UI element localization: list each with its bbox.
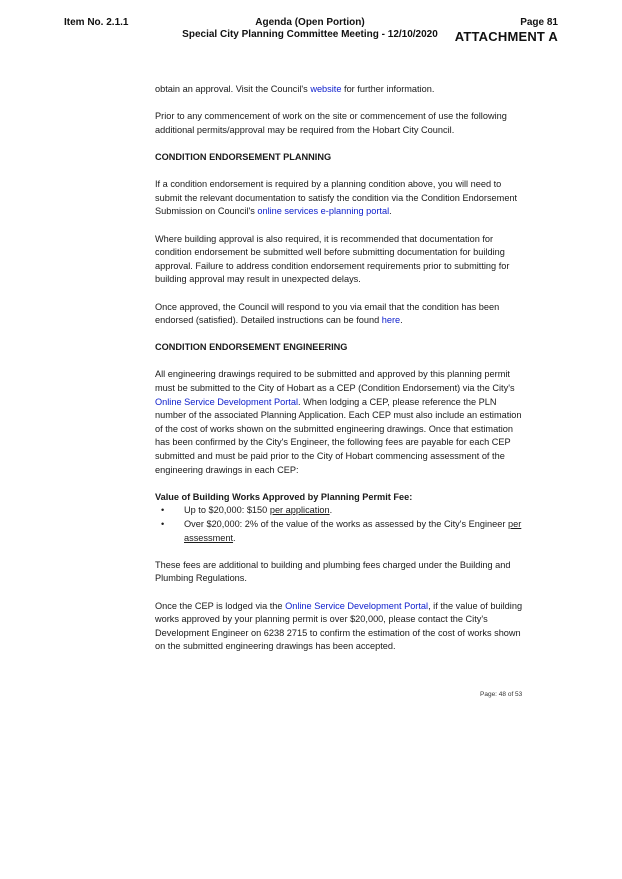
text: Up to $20,000: $150	[184, 505, 270, 516]
text: .	[329, 505, 333, 516]
paragraph: Prior to any commencement of work on the site or commencement of use the following additional permits/approval may be required from the Hobart City Council.	[155, 111, 507, 135]
text: Once approved, the Council will respond to you via email that the condition has been endorsed (satisfied). Detailed instructions can be found	[155, 301, 500, 326]
text: All engineering drawings required to be submitted and approved by this planning permit must be submitted to the City of Hobart as a CEP (Condition Endorsement) via the City's	[155, 369, 515, 394]
text: .	[233, 532, 236, 543]
underlined-text: per assessment	[184, 519, 522, 543]
meeting-title: Special City Planning Committee Meeting - 12/10/2020	[182, 29, 438, 40]
attachment-label: ATTACHMENT A	[454, 29, 558, 44]
paragraph	[155, 178, 527, 219]
list-item	[155, 504, 527, 518]
paragraph: These fees are additional to building and plumbing fees charged under the Building and Plumbing Regulations.	[155, 559, 511, 584]
text: Once the CEP is lodged via the	[155, 600, 286, 611]
paragraph	[155, 83, 527, 97]
list-item	[155, 518, 527, 545]
paragraph: Where building approval is also required, it is recommended that documentation for condition endorsement be submitted well before submitting documentation for building approval. Failure to address condition endorsement requirements prior to submitting for building approval may result in unexpected delays.	[155, 233, 510, 285]
heading-condition-endorsement-planning: CONDITION ENDORSEMENT PLANNING	[155, 151, 332, 162]
fee-heading: Value of Building Works Approved by Planning Permit Fee:	[155, 491, 413, 502]
agenda-header	[160, 17, 460, 41]
fee-list	[155, 504, 527, 545]
paragraph	[155, 301, 527, 328]
underlined-text: per application	[269, 505, 330, 516]
text: , if the value of building works approved by your planning permit is over $20,000, please contact the City's Development Engineer on 6238 2715 to confirm the estimation of the cost of works shown on the submitted engineering drawings has been accepted.	[155, 600, 523, 652]
text: Over $20,000: 2% of the value of the works as assessed by the City's Engineer	[184, 519, 509, 529]
document-body	[155, 83, 527, 668]
text: obtain an approval. Visit the Council's	[155, 84, 311, 94]
development-portal-link[interactable]: Online Service Development Portal	[285, 600, 429, 611]
page-number: Page 81	[520, 17, 558, 28]
e-planning-portal-link[interactable]: online services e-planning portal	[257, 206, 390, 217]
agenda-title: Agenda (Open Portion)	[255, 17, 365, 28]
heading-condition-endorsement-engineering: CONDITION ENDORSEMENT ENGINEERING	[155, 342, 348, 353]
text: If a condition endorsement is required by a planning condition above, you will need to submit the relevant documentation to satisfy the condition via the Condition Endorsement Submission on Council's	[155, 179, 518, 217]
page-footer: Page: 48 of 53	[480, 691, 523, 698]
text: for further information.	[341, 84, 435, 94]
paragraph	[155, 600, 527, 654]
text: . When lodging a CEP, please reference the PLN number of the associated Planning Application. Each CEP must also include an estimation of the cost of works shown on the submitted engineering drawings. Once that estimation has been confirmed by the City's Engineer, the following fees are payable for each CEP submitted and must be paid prior to the City of Hobart commencing assessment of the engineering drawings in each CEP:	[155, 396, 522, 475]
item-number: Item No. 2.1.1	[64, 17, 129, 28]
text: .	[400, 315, 403, 326]
page-attachment-header	[455, 17, 558, 44]
instructions-here-link[interactable]: here	[381, 315, 401, 326]
paragraph	[155, 368, 527, 477]
development-portal-link[interactable]: Online Service Development Portal	[155, 396, 298, 407]
text: .	[389, 206, 392, 217]
website-link[interactable]: website	[310, 84, 342, 94]
